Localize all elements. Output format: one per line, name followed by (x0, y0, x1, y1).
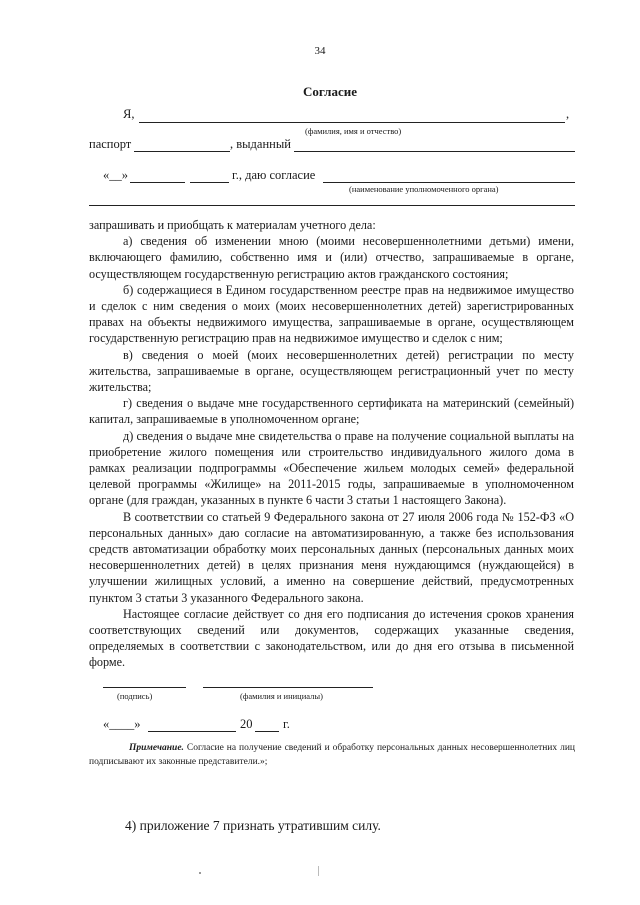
signature-field[interactable] (103, 687, 186, 688)
passport-label: паспорт (89, 137, 132, 151)
validity-paragraph: Настоящее согласие действует со дня его подписания до истечения сроков хранения соответствующих сведений или документов, содержащих указанные сведения, определяемых в соответствии с законодательством, или до дня его отзыва в письменной форме. (89, 606, 574, 670)
signature-year-field[interactable] (255, 731, 279, 732)
signature-date-day-field[interactable]: «____» (103, 717, 141, 731)
authority-name-field[interactable] (323, 182, 575, 183)
item-b-paragraph: б) содержащиеся в Едином государственном реестре прав на недвижимое имущество и сделок с ним сведения о моих (моих несовершеннолетних детей) зарегистрированных правах на объекты недвижимого имущества, запрашиваемые в органе, осуществляющем государственную регистрацию прав на недвижимое имущество и сделок с ним; (89, 282, 574, 346)
date-year-field[interactable] (190, 182, 229, 183)
scan-mark (318, 866, 319, 876)
signature-year-prefix: 20 (240, 717, 253, 731)
page-number: 34 (314, 45, 326, 57)
signature-date-month-field[interactable] (148, 731, 236, 732)
note-label: Примечание. (129, 743, 184, 753)
item-g-paragraph: г) сведения о выдаче мне государственного сертификата на материнский (семейный) капитал, запрашиваемые в уполномоченном органе; (89, 396, 574, 427)
appendix-7-clause: 4) приложение 7 признать утратившим силу. (125, 818, 381, 833)
passport-number-field[interactable] (134, 151, 230, 152)
item-d-paragraph: д) сведения о выдаче мне свидетельства о праве на получение социальной выплаты на приобретение жилого помещения или строительство индивидуального жилого дома в рамках реализации подпрограммы «Обеспечение жильем молодых семей» федеральной целевой программы «Жилище» на 2011-2015 годы, запрашиваемые в уполномоченном органе (для граждан, указанных в пункте 6 части 3 статьи 1 настоящего Закона). (89, 428, 574, 508)
date-day-field[interactable]: «__» (103, 168, 128, 182)
item-v-paragraph: в) сведения о моей (моих несовершеннолетних детей) регистрации по месту жительства, запрашиваемые в органе, осуществляющем регистрационный учет по месту жительства; (89, 347, 574, 395)
note-block (89, 742, 575, 769)
signature-year-suffix: г. (283, 717, 290, 731)
item-a-paragraph: а) сведения об изменении мною (моими несовершеннолетними детьми) имени, включающего фамилию, собственно имя и (или) отчество, запрашиваемые в органе, осуществляющем государственную регистрацию актов гражданского состояния; (89, 234, 574, 281)
signature-caption: (подпись) (117, 691, 153, 701)
comma-mark: , (566, 107, 570, 121)
authority-name-continuation-field[interactable] (89, 205, 575, 206)
ya-label: Я, (123, 107, 135, 121)
issued-label: , выданный (230, 137, 291, 151)
personal-data-paragraph: В соответствии со статьей 9 Федерального закона от 27 июля 2006 года № 152-ФЗ «О персональных данных» даю согласие на автоматизированную, а также без использования средств автоматизации обработку моих персональных данных (персональных данных моих несовершеннолетних детей) в целях признания меня нуждающимся (нуждающейся) в улучшении жилищных условий, а именно на совершение действий, предусмотренных пунктом 3 статьи 3 указанного Федерального закона. (89, 509, 574, 605)
document-title: Согласие (303, 84, 357, 99)
authority-caption: (наименование уполномоченного органа) (349, 184, 499, 194)
full-name-field[interactable] (139, 122, 565, 123)
full-name-caption: (фамилия, имя и отчество) (305, 126, 402, 136)
consent-body (89, 217, 574, 671)
signer-name-field[interactable] (203, 687, 373, 688)
date-month-field[interactable] (130, 182, 185, 183)
year-consent-label: г., даю согласие (232, 168, 316, 182)
passport-issuer-field[interactable] (294, 151, 575, 152)
note-text: Согласие на получение сведений и обработку персональных данных несовершеннолетних лиц подписывают их законные представители.»; (89, 743, 575, 767)
scan-speck (199, 872, 201, 874)
intro-paragraph: запрашивать и приобщать к материалам учетного дела: (89, 218, 376, 232)
signer-name-caption: (фамилия и инициалы) (240, 691, 323, 701)
